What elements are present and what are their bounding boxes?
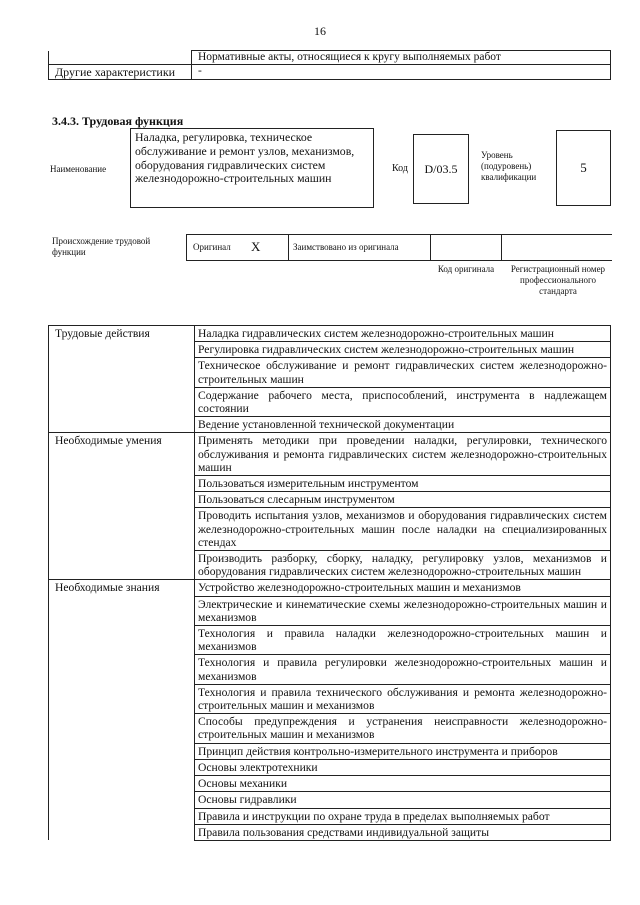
list-item: Пользоваться измерительным инструментом xyxy=(195,476,611,492)
other-characteristics-table xyxy=(48,50,611,80)
list-item: Пользоваться слесарным инструментом xyxy=(195,492,611,508)
origin-label: Происхождение трудовой функции xyxy=(52,236,151,257)
original-label: Оригинал xyxy=(193,242,231,252)
list-item: Основы гидравлики xyxy=(195,792,611,808)
list-item: Ведение установленной технической документации xyxy=(195,417,611,433)
list-item: Правила пользования средствами индивидуальной защиты xyxy=(195,824,611,840)
function-name-value: Наладка, регулировка, техническое обслуживание и ремонт узлов, механизмов, оборудования гидравлических систем железнодорожно-строительных машин xyxy=(135,130,355,186)
list-item: Принцип действия контрольно-измерительного инструмента и приборов xyxy=(195,743,611,759)
table-row xyxy=(49,433,611,476)
code-value-box xyxy=(413,134,469,204)
table-row xyxy=(49,326,611,342)
list-item: Основы электротехники xyxy=(195,759,611,775)
list-item: Технология и правила регулировки железнодорожно-строительных машин и механизмов xyxy=(195,655,611,684)
list-item: Наладка гидравлических систем железнодорожно-строительных машин xyxy=(195,326,611,342)
list-item: Устройство железнодорожно-строительных машин и механизмов xyxy=(195,580,611,596)
list-item: Техническое обслуживание и ремонт гидравлических систем железнодорожно-строительных машин xyxy=(195,358,611,387)
other-characteristics-value: - xyxy=(192,65,611,80)
section-label: Трудовые действия xyxy=(49,326,195,433)
section-label: Необходимые знания xyxy=(49,580,195,840)
page-number: 16 xyxy=(314,24,326,38)
table-row xyxy=(49,65,611,80)
origin-row xyxy=(186,234,612,261)
section-title: 3.4.3. Трудовая функция xyxy=(52,114,184,128)
list-item: Правила и инструкции по охране труда в пределах выполняемых работ xyxy=(195,808,611,824)
table-row xyxy=(49,580,611,596)
name-label: Наименование xyxy=(50,164,107,174)
other-characteristics-label: Другие характеристики xyxy=(49,65,192,80)
code-original-caption: Код оригинала xyxy=(437,264,495,274)
list-item: Способы предупреждения и устранения неисправности железнодорожно-строительных машин и механизмов xyxy=(195,714,611,743)
reg-number-caption: Регистрационный номер профессионального стандарта xyxy=(510,264,606,296)
list-item: Регулировка гидравлических систем железнодорожно-строительных машин xyxy=(195,342,611,358)
section-label: Необходимые умения xyxy=(49,433,195,580)
list-item: Технология и правила наладки железнодорожно-строительных машин и механизмов xyxy=(195,626,611,655)
function-name-box xyxy=(130,128,374,208)
list-item: Основы механики xyxy=(195,776,611,792)
list-item: Проводить испытания узлов, механизмов и оборудования гидравлических систем железнодорожно-строительных машин после наладки на специализированных стендах xyxy=(195,508,611,551)
list-item: Производить разборку, сборку, наладку, регулировку узлов, механизмов и оборудования гидравлических систем железнодорожно-строительных машин xyxy=(195,551,611,580)
list-item: Электрические и кинематические схемы железнодорожно-строительных машин и механизмов xyxy=(195,596,611,625)
cell-divider xyxy=(430,235,431,260)
list-item: Применять методики при проведении наладки, регулировки, технического обслуживания и ремонта гидравлических систем железнодорожно-строительных машин xyxy=(195,433,611,476)
table-row xyxy=(49,51,611,65)
original-mark: X xyxy=(251,239,261,254)
level-value: 5 xyxy=(580,160,587,175)
cell-divider xyxy=(288,235,289,260)
code-label: Код xyxy=(392,163,408,174)
qualification-level-label: Уровень (подуровень) квалификации xyxy=(481,150,537,182)
borrowed-label: Заимствовано из оригинала xyxy=(293,242,399,252)
list-item: Технология и правила технического обслуживания и ремонта железнодорожно-строительных машин и механизмов xyxy=(195,684,611,713)
code-value: D/03.5 xyxy=(424,161,458,176)
labor-function-table xyxy=(48,325,611,841)
list-item: Содержание рабочего места, приспособлений, инструмента в надлежащем состоянии xyxy=(195,387,611,416)
level-value-box xyxy=(556,130,611,206)
cell-divider xyxy=(501,235,502,260)
regulatory-acts-text: Нормативные акты, относящиеся к кругу выполняемых работ xyxy=(192,51,611,65)
